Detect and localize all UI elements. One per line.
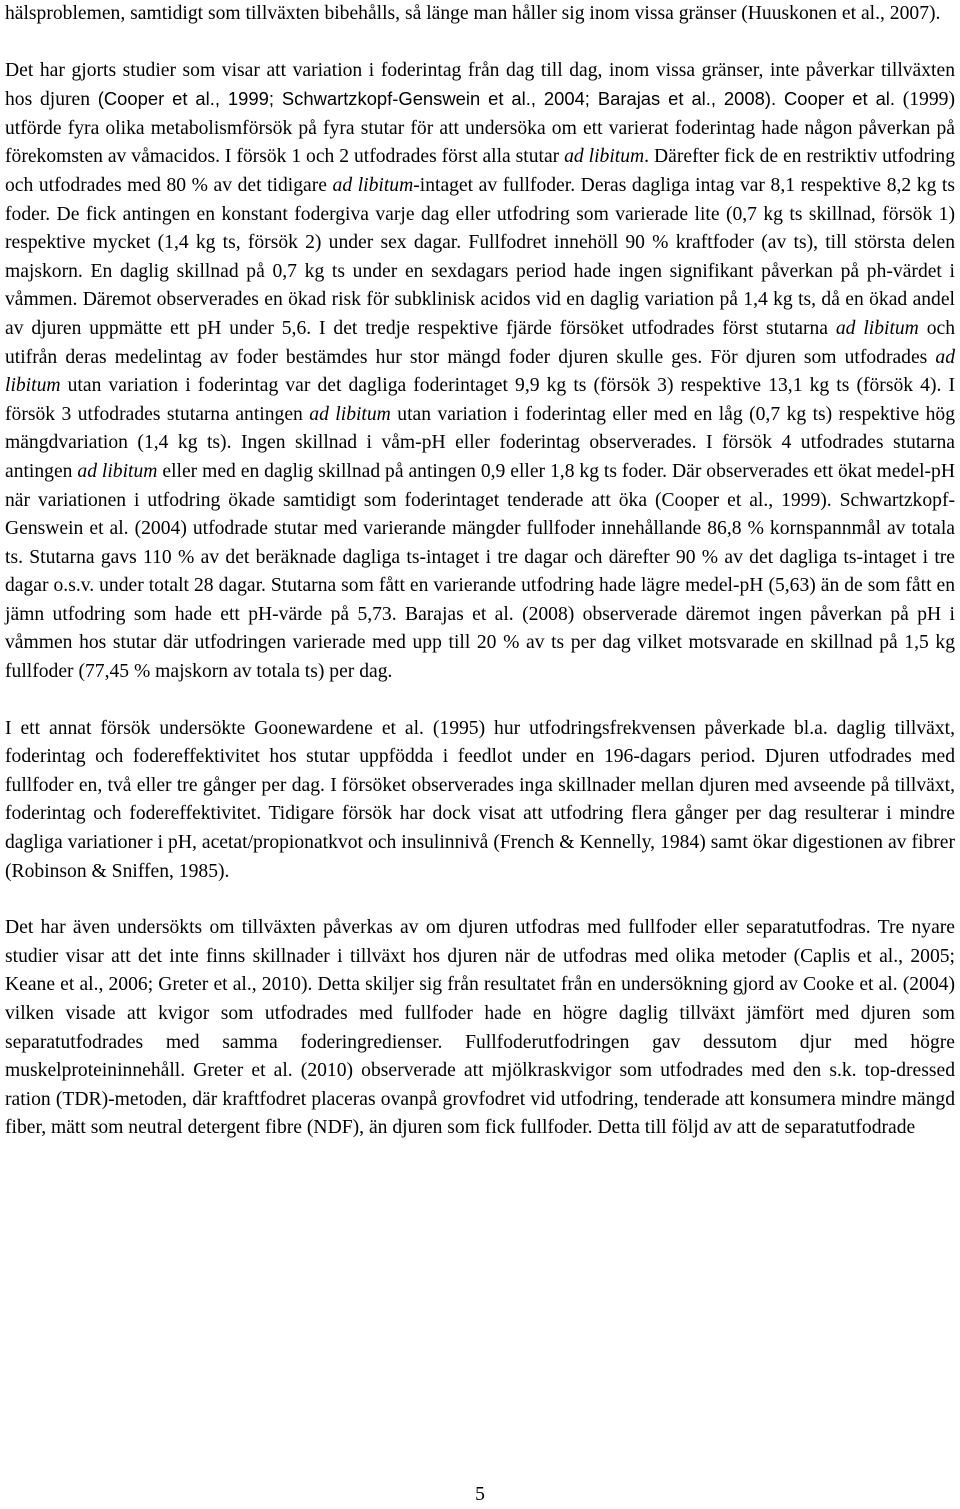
text-run: . Därefter fick de en restriktiv utfodring och utfodrades med 80 % av det tidigare	[5, 146, 955, 196]
text-run: eller med en daglig skillnad på antingen 0,9 eller 1,8 kg ts foder. Där observerades ett ökat medel-pH när variationen i utfodring ökade samtidigt som foderintaget tenderade att öka (Cooper et al., 1999). Schwartzkopf-Genswein et al. (2004) utfodrade stutar med varierande mängder fullfoder innehållande 86,8 % kornspannmål av totala ts. Stutarna gavs 110 % av det beräknade dagliga ts-intaget i tre dagar och därefter 90 % av det dagliga ts-intaget i tre dagar o.s.v. under totalt 28 dagar. Stutarna som fått en varierande utfodring hade lägre medel-pH (5,63) än de som fått en jämn utfodring som hade ett pH-värde på 5,73. Barajas et al. (2008) observerade däremot ingen påverkan på pH i våmmen hos stutar där utfodringen varierade med upp till 20 % av ts per dag vilket motsvarade en skillnad på 1,5 kg fullfoder (77,45 % majskorn av totala ts) per dag.	[5, 460, 956, 683]
text-run: Det har gjorts studier som visar att variation i foderintag från dag till dag, inom vissa gränser, inte påverkar tillväxten hos djuren	[5, 59, 955, 111]
text-run: -intaget av fullfoder. Deras dagliga intag var 8,1 respektive 8,2 kg ts foder. De fick antingen en konstant fodergiva varje dag eller utfodring som varierade lite (0,7 kg ts skillnad, försök 1) respektive mycket (1,4 kg ts, försök 2) under sex dagar. Fullfodret innehöll 90 % kraftfoder (av ts), till största delen majskorn. En daglig skillnad på 0,7 kg ts under en sexdagars period hade ingen signifikant påverkan på ph-värdet i våmmen. Däremot observerades en ökad risk för subklinisk acidos vid en daglig variation på 1,4 kg ts, då en ökad andel av djuren uppmätte ett pH under 5,6. I det tredje respektive fjärde försöket utfodrades först stutarna	[5, 174, 956, 339]
italic-term: ad libitum	[564, 146, 645, 168]
paragraph	[5, 57, 955, 687]
italic-term: ad libitum	[77, 460, 158, 482]
document-page	[5, 0, 955, 1143]
text-run: I ett annat försök undersökte Goonewardene et al. (1995) hur utfodringsfrekvensen påverkade bl.a. daglig tillväxt, foderintag och fodereffektivitet hos stutar uppfödda i feedlot under en 196-dagars period. Djuren utfodrades med fullfoder en, två eller tre gånger per dag. I försöket observerades inga skillnader mellan djuren med avseende på tillväxt, foderintag och fodereffektivitet. Tidigare försök har dock visat att utfodring flera gånger per dag resulterar i mindre dagliga variationer i pH, acetat/propionatkvot och insulinnivå (French & Kennelly, 1984) samt ökar digestionen av fibrer (Robinson & Sniffen, 1985).	[5, 717, 955, 882]
text-run: hälsproblemen, samtidigt som tillväxten bibehålls, så länge man håller sig inom vissa gränser (Huuskonen et al., 2007).	[5, 3, 941, 24]
text-run: och utifrån deras medelintag av foder bestämdes hur stor mängd foder djuren skulle ges. För djuren som utfodrades	[5, 317, 955, 368]
italic-term: ad libitum	[5, 346, 955, 397]
italic-term: ad libitum	[332, 174, 414, 196]
paragraph-gap	[5, 687, 955, 715]
paragraph	[5, 914, 955, 1143]
citation-run: (Cooper et al., 1999; Schwartzkopf-Genswein et al., 2004; Barajas et al., 2008). Cooper et al.	[97, 88, 895, 110]
italic-term: ad libitum	[835, 317, 919, 339]
text-run: utan variation i foderintag var det dagliga foderintaget 9,9 kg ts (försök 3) respektive 13,1 kg ts (försök 4). I försök 3 utfodrades stutarna antingen	[5, 375, 955, 425]
paragraph-gap	[5, 886, 955, 914]
paragraph	[5, 0, 955, 29]
italic-term: ad libitum	[309, 403, 391, 425]
paragraph-gap	[5, 29, 955, 57]
paragraph	[5, 715, 955, 887]
text-run: (1999) utförde fyra olika metabolismförsök på fyra stutar för att undersöka om ett varierat foderintag hade någon påverkan på förekomsten av våmacidos. I försök 1 och 2 utfodrades först alla stutar	[5, 89, 955, 168]
page-number: 5	[475, 1484, 485, 1505]
text-run: utan variation i foderintag eller med en låg (0,7 kg ts) respektive hög mängdvariation (1,4 kg ts). Ingen skillnad i våm-pH eller foderintag observerades. I försök 4 utfodrades stutarna antingen	[5, 403, 955, 482]
text-run: Det har även undersökts om tillväxten påverkas av om djuren utfodras med fullfoder eller separatutfodras. Tre nyare studier visar att det inte finns skillnader i tillväxt hos djuren när de utfodras med olika metoder (Caplis et al., 2005; Keane et al., 2006; Greter et al., 2010). Detta skiljer sig från resultatet från en undersökning gjord av Cooke et al. (2004) vilken visade att kvigor som utfodrades med fullfoder hade en högre daglig tillväxt jämfört med djuren som separatutfodrades med samma foderingredienser. Fullfoderutfodringen gav dessutom djur med högre muskelproteininnehåll. Greter et al. (2010) observerade att mjölkraskvigor som utfodrades med den s.k. top-dressed ration (TDR)-metoden, där kraftfodret placeras ovanpå grovfodret vid utfodring, tenderade att konsumera mindre mängd fiber, mätt som neutral detergent fibre (NDF), än djuren som fick fullfoder. Detta till följd av att de separatutfodrade	[5, 917, 955, 1139]
